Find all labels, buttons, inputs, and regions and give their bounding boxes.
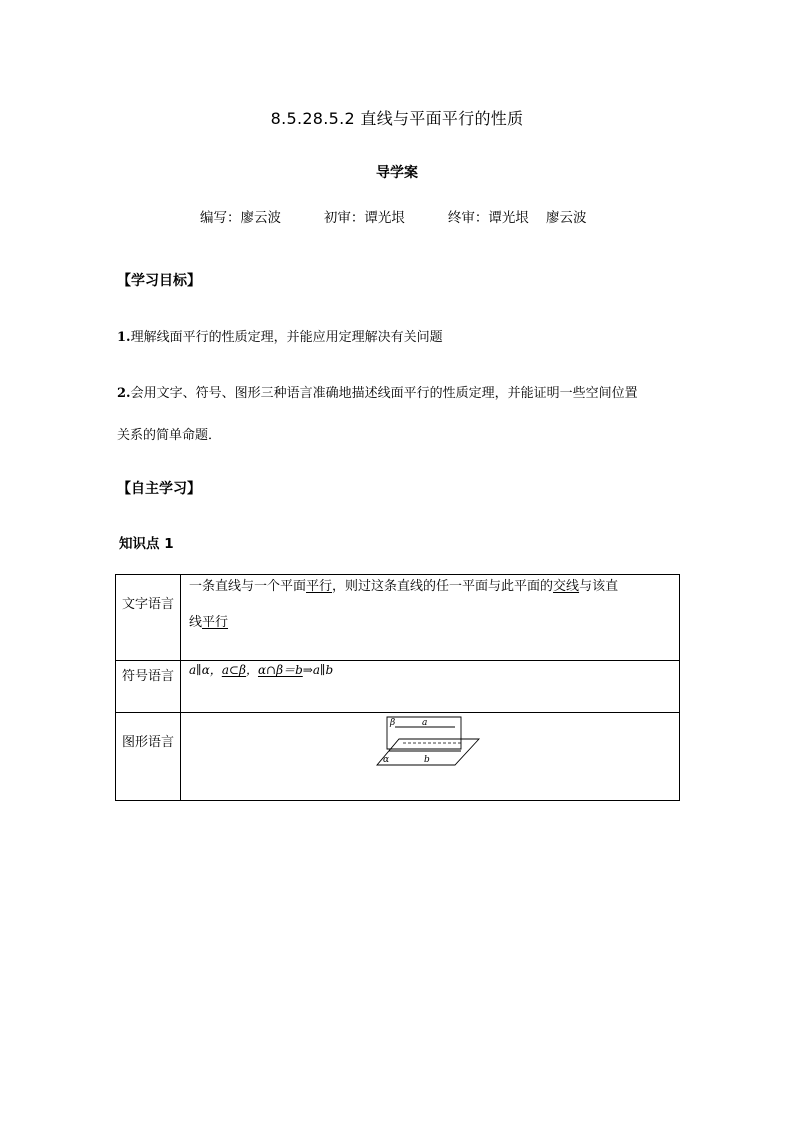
symbol-part2: a⊂β: [221, 663, 246, 677]
row-content-symbol-language: [181, 661, 680, 713]
label-a: a: [422, 718, 428, 728]
goal-item-1: [117, 326, 443, 345]
authors-line: 编写：廖云波 初审：谭光垠 终审：谭光垠 廖云波: [200, 210, 587, 226]
goal-item-1-number: 1.: [117, 330, 131, 345]
label-beta: β: [390, 718, 396, 728]
goal-item-1-text: 理解线面平行的性质定理，并能应用定理解决有关问题: [130, 330, 443, 345]
goal-item-2-continuation: 关系的简单命题．: [117, 428, 222, 443]
label-b: b: [424, 755, 430, 765]
label-alpha: α: [383, 755, 390, 765]
theorem-blank-intersection: 交线: [553, 579, 580, 594]
goal-item-2-text: 会用文字、符号、图形三种语言准确地描述线面平行的性质定理，并能证明一些空间位置: [130, 386, 638, 401]
theorem-blank-parallel-2: 平行: [202, 615, 229, 630]
page-title: 8.5.28.5.2 直线与平面平行的性质: [270, 109, 524, 128]
page-subtitle: 导学案: [376, 165, 418, 181]
section-heading-self-study: 【自主学习】: [117, 481, 201, 497]
row-label-symbol-language: 符号语言: [116, 661, 181, 713]
theorem-text-part4: 线: [189, 615, 203, 630]
row-label-figure-language: 图形语言: [116, 713, 181, 801]
section-heading-goals: 【学习目标】: [117, 273, 201, 289]
knowledge-point-label: 知识点 1: [119, 536, 174, 552]
symbol-part4: α∩β＝b: [257, 663, 303, 677]
row-content-text-language: [181, 575, 680, 661]
plane-diagram: [189, 713, 671, 799]
goal-item-2: [117, 382, 638, 401]
knowledge-table: [115, 574, 680, 801]
goal-item-2-number: 2.: [117, 386, 131, 401]
theorem-text-part3: 与该直: [579, 579, 619, 594]
symbol-part1: a∥α，: [189, 663, 222, 677]
symbol-part5: ⇒a∥b: [302, 663, 334, 677]
row-content-figure-language: [181, 713, 680, 801]
theorem-text-part1: 一条直线与一个平面: [189, 579, 307, 594]
table-row-text-language: [116, 575, 680, 661]
table-row-figure-language: [116, 713, 680, 801]
theorem-text-part2: ，则过这条直线的任一平面与此平面的: [332, 579, 554, 594]
symbol-part3: ，: [245, 663, 258, 677]
table-row-symbol-language: [116, 661, 680, 713]
row-label-text-language: 文字语言: [116, 575, 181, 661]
theorem-blank-parallel: 平行: [306, 579, 333, 594]
